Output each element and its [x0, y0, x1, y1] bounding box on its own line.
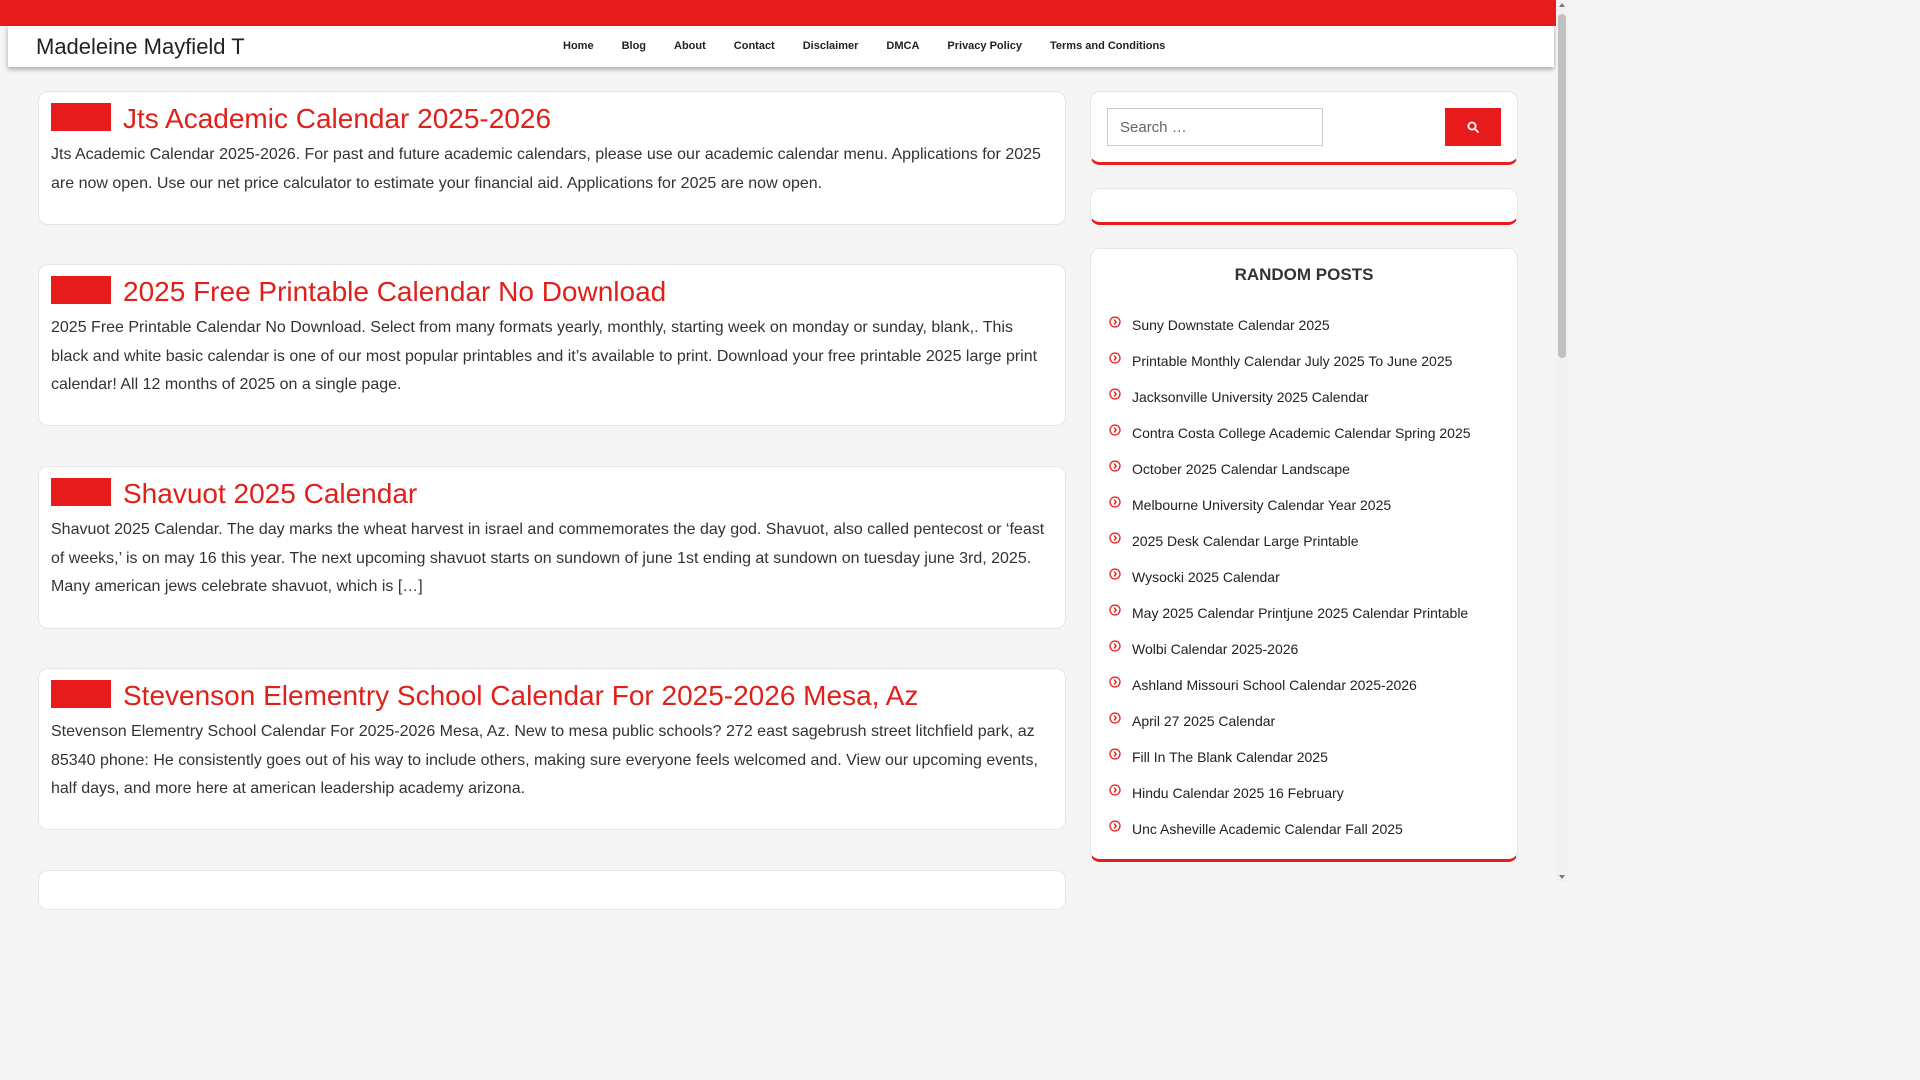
- random-post-item: [1109, 379, 1471, 415]
- random-post-link[interactable]: Hindu Calendar 2025 16 February: [1132, 785, 1344, 801]
- random-post-item: [1109, 343, 1471, 379]
- nav-privacy-policy[interactable]: Privacy Policy: [947, 40, 1022, 52]
- post-excerpt: Jts Academic Calendar 2025-2026. For past and future academic calendars, please use our academic calendar menu. Applications for 2025 are now open. Use our net price calculator to estimate your financial aid. Applications for 2025 are now open.: [51, 146, 1041, 192]
- post-category-tag[interactable]: [51, 680, 111, 708]
- search-widget: [1090, 91, 1518, 165]
- random-post-link[interactable]: Wysocki 2025 Calendar: [1132, 569, 1280, 585]
- random-post-link[interactable]: May 2025 Calendar Printjune 2025 Calendar Printable: [1132, 605, 1469, 621]
- random-post-item: [1109, 559, 1471, 595]
- chevron-right-circle-icon: [1109, 388, 1121, 400]
- search-button[interactable]: [1445, 108, 1501, 146]
- nav-about[interactable]: About: [674, 40, 706, 52]
- random-post-link[interactable]: Contra Costa College Academic Calendar Spring 2025: [1132, 425, 1471, 441]
- random-post-item: [1109, 703, 1471, 739]
- search-input[interactable]: [1107, 108, 1323, 146]
- random-post-link[interactable]: Unc Asheville Academic Calendar Fall 2025: [1132, 821, 1403, 837]
- random-post-link[interactable]: Suny Downstate Calendar 2025: [1132, 317, 1330, 333]
- random-post-item: [1109, 775, 1471, 811]
- top-accent-bar: [0, 0, 1556, 26]
- chevron-right-circle-icon: [1109, 352, 1121, 364]
- random-post-link[interactable]: Wolbi Calendar 2025-2026: [1132, 641, 1299, 657]
- scroll-up-arrow-icon[interactable]: [1559, 3, 1565, 7]
- random-post-link[interactable]: Jacksonville University 2025 Calendar: [1132, 389, 1369, 405]
- chevron-right-circle-icon: [1109, 568, 1121, 580]
- chevron-right-circle-icon: [1109, 712, 1121, 724]
- nav-disclaimer[interactable]: Disclaimer: [802, 40, 859, 52]
- random-post-link[interactable]: April 27 2025 Calendar: [1132, 713, 1276, 729]
- nav-home[interactable]: Home: [563, 40, 594, 52]
- random-post-link[interactable]: Ashland Missouri School Calendar 2025-2026: [1132, 677, 1417, 693]
- random-post-link[interactable]: Fill In The Blank Calendar 2025: [1132, 749, 1328, 765]
- random-post-item: [1109, 415, 1471, 451]
- random-post-item: [1109, 631, 1471, 667]
- post-title[interactable]: 2025 Free Printable Calendar No Download: [123, 276, 667, 307]
- random-post-item: [1109, 811, 1471, 847]
- main-nav: [549, 26, 1179, 67]
- scroll-down-arrow-icon[interactable]: [1559, 875, 1565, 879]
- post-card: [38, 91, 1066, 225]
- post-category-tag[interactable]: [51, 103, 111, 131]
- random-post-item: [1109, 307, 1471, 343]
- random-post-item: [1109, 523, 1471, 559]
- nav-terms[interactable]: Terms and Conditions: [1050, 40, 1166, 52]
- search-icon: [1467, 121, 1479, 133]
- site-title[interactable]: Madeleine Mayfield T: [36, 34, 245, 59]
- random-post-item: [1109, 667, 1471, 703]
- chevron-right-circle-icon: [1109, 640, 1121, 652]
- empty-widget: [1090, 188, 1518, 225]
- chevron-right-circle-icon: [1109, 532, 1121, 544]
- chevron-right-circle-icon: [1109, 604, 1121, 616]
- random-posts-widget: [1090, 248, 1518, 862]
- random-posts-title: RANDOM POSTS: [1234, 265, 1374, 284]
- chevron-right-circle-icon: [1109, 676, 1121, 688]
- random-post-link[interactable]: 2025 Desk Calendar Large Printable: [1132, 533, 1359, 549]
- chevron-right-circle-icon: [1109, 460, 1121, 472]
- random-post-item: [1109, 451, 1471, 487]
- random-post-link[interactable]: Melbourne University Calendar Year 2025: [1132, 497, 1392, 513]
- site-header: [8, 26, 1554, 67]
- post-card: [38, 466, 1066, 629]
- random-posts-list: [1109, 307, 1471, 847]
- random-post-item: [1109, 739, 1471, 775]
- post-title[interactable]: Stevenson Elementry School Calendar For 2025-2026 Mesa, Az: [123, 680, 919, 711]
- random-post-item: [1109, 595, 1471, 631]
- post-excerpt: Shavuot 2025 Calendar. The day marks the wheat harvest in israel and commemorates the day god. Shavuot, also called pentecost or ‘feast of weeks,’ is on may 16 this year. The next upcoming shavuot starts on sundown of june 1st ending at sundown on tuesday june 3rd, 2025. Many american jews celebrate shavuot, which is […]: [51, 521, 1045, 596]
- post-title[interactable]: Jts Academic Calendar 2025-2026: [123, 103, 552, 134]
- post-title[interactable]: Shavuot 2025 Calendar: [123, 478, 418, 509]
- chevron-right-circle-icon: [1109, 820, 1121, 832]
- post-excerpt: Stevenson Elementry School Calendar For 2025-2026 Mesa, Az. New to mesa public schools? 272 east sagebrush street litchfield park, az 85340 phone: He consistently goes out of his way to include others, making sure everyone feels welcomed and. View our upcoming events, half days, and more here at american leadership academy arizona.: [51, 723, 1038, 798]
- chevron-right-circle-icon: [1109, 748, 1121, 760]
- post-category-tag[interactable]: [51, 276, 111, 304]
- chevron-right-circle-icon: [1109, 784, 1121, 796]
- scrollbar-thumb[interactable]: [1558, 14, 1566, 358]
- nav-blog[interactable]: Blog: [621, 40, 647, 52]
- post-card: [38, 870, 1066, 910]
- nav-contact[interactable]: Contact: [733, 40, 775, 52]
- chevron-right-circle-icon: [1109, 424, 1121, 436]
- post-card: [38, 668, 1066, 830]
- post-excerpt: 2025 Free Printable Calendar No Download. Select from many formats yearly, monthly, starting week on monday or sunday, blank,. This black and white basic calendar is one of our most popular printables and it’s available to print. Download your free printable 2025 large print calendar! All 12 months of 2025 on a single page.: [51, 319, 1038, 394]
- post-card: [38, 264, 1066, 426]
- random-post-link[interactable]: Printable Monthly Calendar July 2025 To June 2025: [1132, 353, 1453, 369]
- post-category-tag[interactable]: [51, 478, 111, 506]
- nav-dmca[interactable]: DMCA: [886, 40, 920, 52]
- page-scrollbar[interactable]: [1556, 0, 1568, 882]
- chevron-right-circle-icon: [1109, 316, 1121, 328]
- random-post-link[interactable]: October 2025 Calendar Landscape: [1132, 461, 1350, 477]
- random-post-item: [1109, 487, 1471, 523]
- chevron-right-circle-icon: [1109, 496, 1121, 508]
